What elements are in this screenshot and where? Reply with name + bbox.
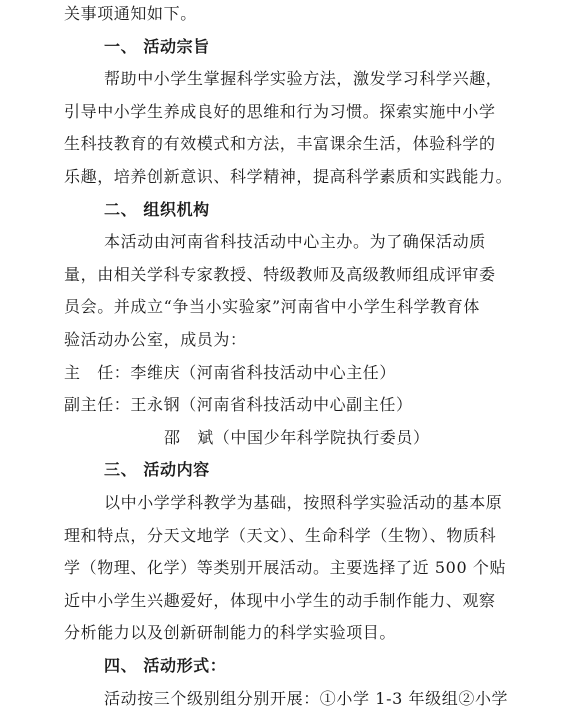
text-line: 帮助中小学生掌握科学实验方法，激发学习科学兴趣，: [104, 69, 503, 89]
text-line: 以中小学学科教学为基础，按照科学实验活动的基本原: [104, 493, 503, 512]
text-line: 活动按三个级别组分别开展：①小学 1-3 年级组②小学: [104, 688, 509, 708]
section-heading-organization: 二、 组织机构: [104, 199, 210, 219]
text-line: 乐趣，培养创新意识、科学精神，提高科学素质和实践能力。: [64, 167, 513, 186]
text-line: 理和特点，分天文地学（天文）、生命科学（生物）、物质科: [64, 525, 497, 545]
text-line: 分析能力以及创新研制能力的科学实验项目。: [64, 623, 397, 643]
member-line-director: 主 任：李维庆（河南省科技活动中心主任）: [64, 362, 397, 382]
section-heading-form: 四、 活动形式：: [104, 656, 227, 675]
section-heading-content: 三、 活动内容: [104, 460, 210, 480]
text-line: 本活动由河南省科技活动中心主办。为了确保活动质: [104, 232, 486, 252]
text-line: 近中小学生兴趣爱好，体现中小学生的动手制作能力、观察: [64, 590, 496, 610]
text-line: 学（物理、化学）等类别开展活动。主要选择了近 500 个贴: [64, 558, 507, 578]
member-line-deputy-2: 邵 斌（中国少年科学院执行委员）: [164, 427, 430, 447]
text-line: 验活动办公室，成员为：: [64, 330, 247, 349]
text-line: 量，由相关学科专家教授、特级教师及高级教师组成评审委: [64, 264, 496, 284]
text-line: 员会。并成立“争当小实验家”河南省中小学生科学教育体: [64, 297, 480, 317]
member-line-deputy: 副主任：王永钢（河南省科技活动中心副主任）: [64, 395, 413, 415]
text-line: 关事项通知如下。: [64, 4, 197, 23]
section-heading-purpose: 一、 活动宗旨: [104, 36, 210, 56]
text-line: 生科技教育的有效模式和方法，丰富课余生活，体验科学的: [64, 134, 496, 154]
text-line: 引导中小学生养成良好的思维和行为习惯。探索实施中小学: [64, 101, 496, 121]
